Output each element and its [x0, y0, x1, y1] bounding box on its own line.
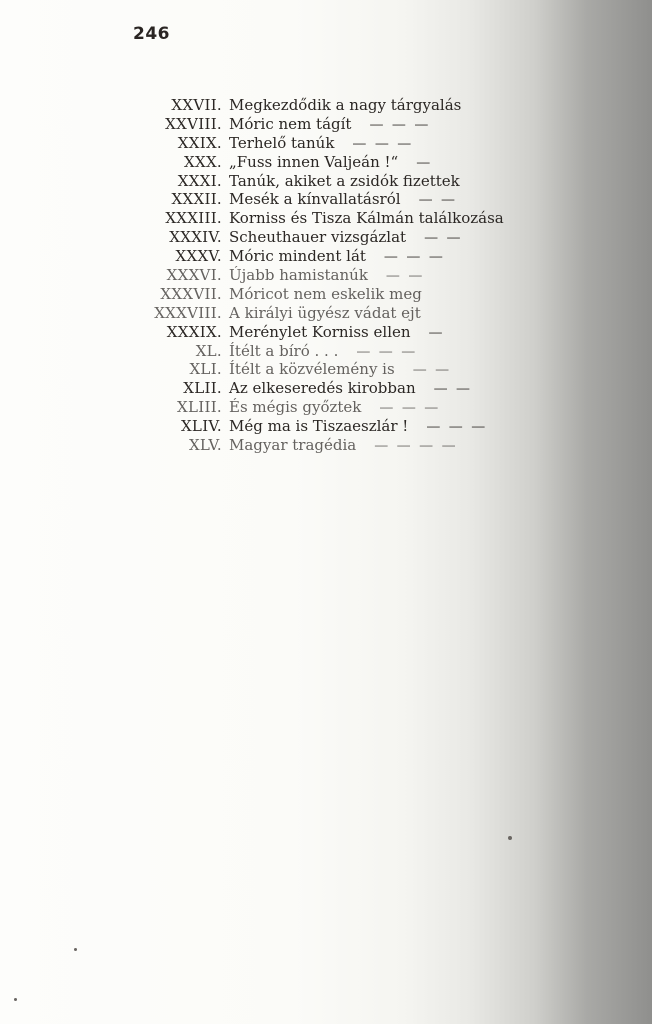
chapter-number: XLIV.	[180, 417, 222, 436]
toc-entry	[138, 285, 568, 304]
chapter-number: XXXIII.	[165, 209, 222, 228]
chapter-number: XLII.	[183, 379, 222, 398]
chapter-number: XXXV.	[175, 247, 222, 266]
leader-dashes: —	[416, 154, 433, 171]
chapter-title: Még ma is Tiszaeszlár !	[229, 417, 409, 436]
chapter-number: XLI.	[189, 360, 222, 379]
chapter-number: XXXII.	[171, 190, 222, 209]
chapter-number: XL.	[195, 341, 222, 360]
leader-dashes: — —	[433, 381, 473, 398]
chapter-title: Ítélt a közvélemény is	[229, 360, 395, 379]
toc-entry	[138, 417, 568, 436]
chapter-title: És mégis győztek	[229, 398, 362, 417]
toc-entry	[138, 190, 568, 209]
leader-dashes: — —	[412, 362, 452, 379]
chapter-number: XXXIX.	[166, 322, 222, 341]
chapter-title: Scheuthauer vizsgázlat	[229, 228, 407, 247]
table-of-contents	[138, 96, 568, 455]
chapter-title: Az elkeseredés kirobban	[229, 379, 416, 398]
chapter-number: XXXVI.	[166, 266, 222, 285]
toc-entry	[138, 209, 568, 228]
leader-dashes: — —	[418, 192, 458, 209]
chapter-title: Magyar tragédia	[229, 436, 357, 455]
leader-dashes: — — —	[383, 249, 445, 266]
leader-dashes: — —	[424, 230, 463, 247]
chapter-title: Korniss és Tisza Kálmán találkozása	[229, 209, 504, 228]
toc-entry	[138, 436, 568, 455]
chapter-title: Móric mindent lát	[229, 247, 366, 266]
toc-entry	[138, 323, 568, 342]
chapter-number: XLIII.	[177, 398, 222, 417]
toc-entry	[138, 247, 568, 266]
chapter-number: XXXI.	[177, 171, 222, 190]
ink-speck	[14, 998, 17, 1001]
ink-speck	[508, 836, 512, 840]
leader-dashes: — — —	[369, 116, 431, 133]
toc-entry	[138, 115, 568, 134]
chapter-title: Móric nem tágít	[229, 114, 352, 133]
chapter-number: XXVII.	[171, 96, 222, 114]
chapter-title: Terhelő tanúk	[229, 133, 335, 152]
leader-dashes: — — — —	[374, 438, 458, 455]
toc-entry	[138, 172, 568, 191]
toc-entry	[138, 360, 568, 379]
toc-entry	[138, 228, 568, 247]
leader-dashes: — — —	[426, 419, 488, 436]
chapter-number: XXVIII.	[165, 114, 222, 133]
chapter-title: Tanúk, akiket a zsidók fizettek	[229, 171, 460, 190]
leader-dashes: — —	[385, 268, 425, 285]
chapter-number: XXXIV.	[169, 228, 222, 247]
chapter-title: Móricot nem eskelik meg	[229, 284, 422, 303]
chapter-title: „Fuss innen Valjeán !“	[229, 152, 399, 171]
chapter-number: XXXVIII.	[154, 303, 222, 322]
leader-dashes: —	[428, 324, 445, 341]
chapter-title: Ítélt a bíró . . .	[229, 341, 339, 360]
toc-entry	[138, 96, 568, 115]
toc-entry	[138, 134, 568, 153]
chapter-title: Mesék a kínvallatásról	[229, 190, 401, 209]
chapter-number: XLV.	[188, 436, 222, 455]
toc-entry	[138, 266, 568, 285]
chapter-number: XXXVII.	[160, 284, 222, 303]
leader-dashes: — — —	[356, 343, 418, 360]
leader-dashes: — — —	[352, 135, 414, 152]
page-number: 246	[133, 24, 170, 44]
toc-entry	[138, 153, 568, 172]
toc-entry	[138, 304, 568, 323]
chapter-title: Újabb hamistanúk	[229, 266, 368, 285]
ink-speck	[74, 948, 77, 951]
chapter-title: Megkezdődik a nagy tárgyalás	[229, 96, 462, 114]
leader-dashes: — — —	[379, 400, 441, 417]
chapter-title: A királyi ügyész vádat ejt	[229, 303, 421, 322]
toc-entry	[138, 398, 568, 417]
chapter-number: XXIX.	[177, 133, 222, 152]
toc-entry	[138, 379, 568, 398]
chapter-number: XXX.	[183, 152, 222, 171]
toc-entry	[138, 342, 568, 361]
chapter-title: Merénylet Korniss ellen	[229, 322, 411, 341]
